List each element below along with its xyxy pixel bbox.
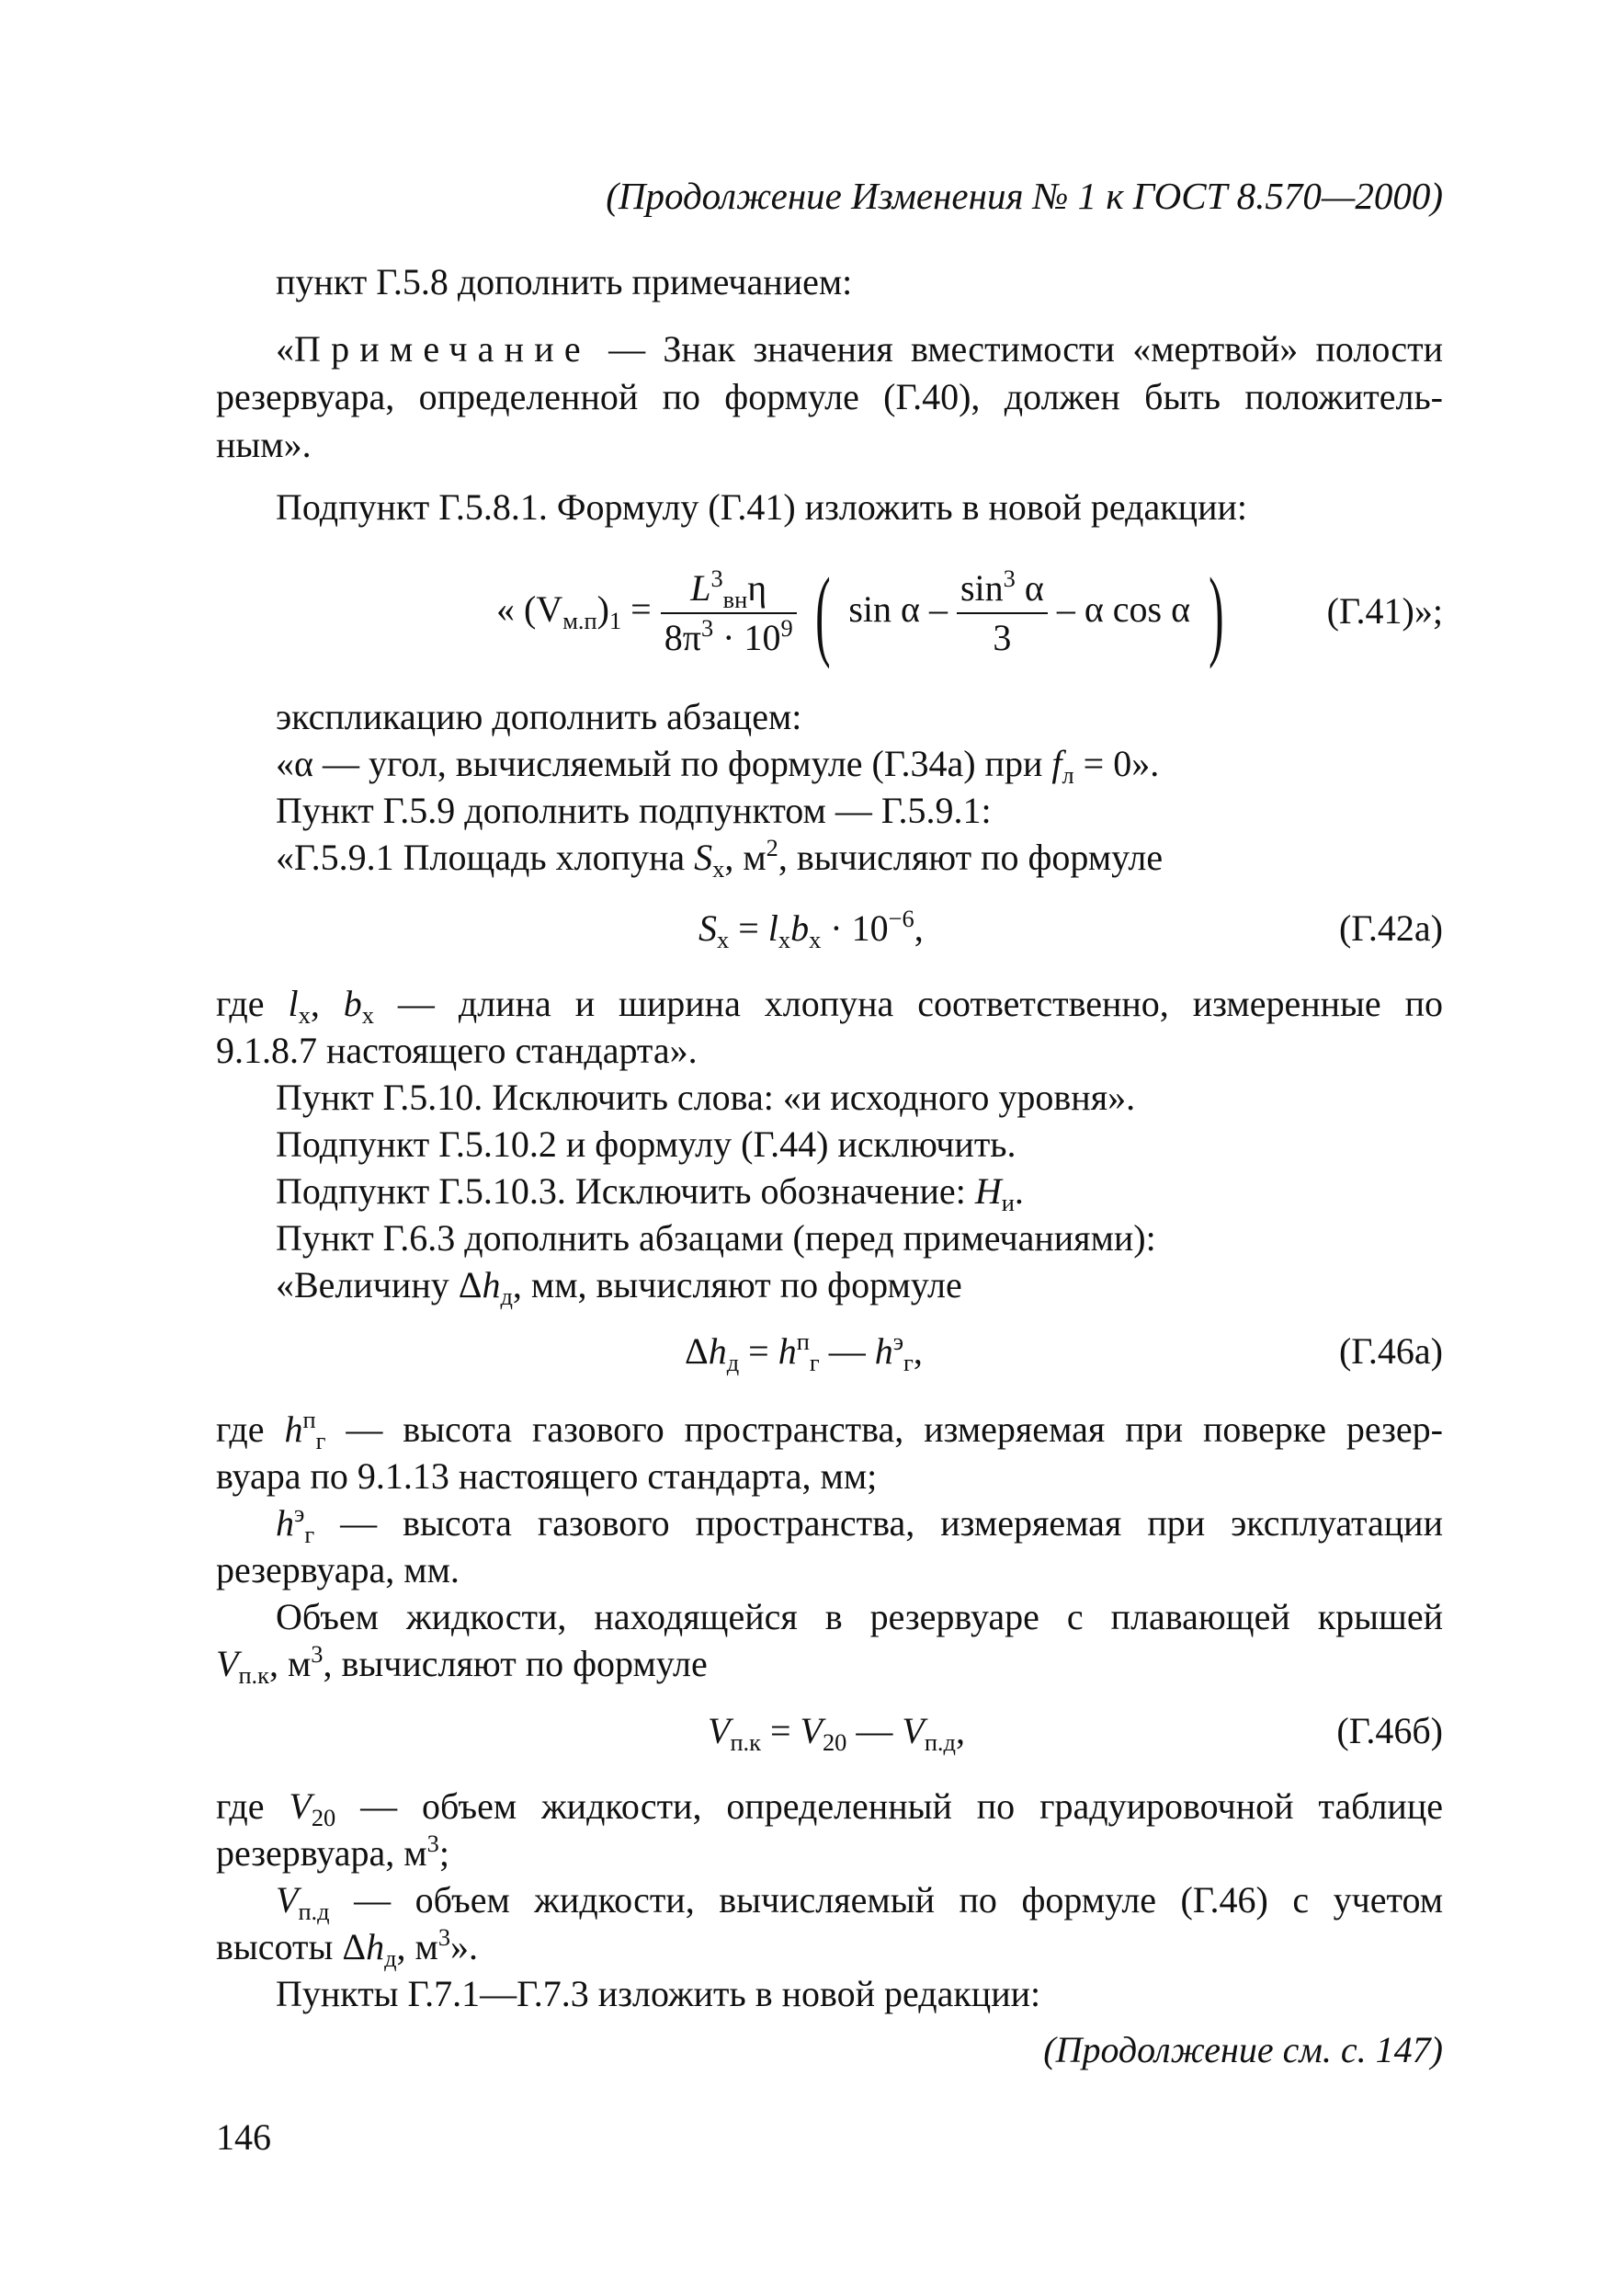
where3-line-4: высоты $\Delta h_д$, $м^3$». [216, 1923, 479, 1972]
formula-g46b-number: (Г.46б) [1336, 1710, 1443, 1751]
paragraph-g581: Подпункт Г.5.8.1. Формулу (Г.41) изложить в новой редакции: [276, 486, 1248, 528]
explication-line-4: «Г.5.9.1 Площадь хлопуна $S_х$, $м^2$, вычисляют по формуле [276, 834, 1164, 883]
where3-line-5: Пункты Г.7.1—Г.7.3 изложить в новой редакции: [276, 1973, 1041, 2014]
where1-line-6: Пункт Г.6.3 дополнить абзацами (перед примечаниями): [276, 1217, 1156, 1259]
formula-g42a-number: (Г.42а) [1338, 907, 1443, 949]
where1-line-5: Подпункт Г.5.10.3. Исключить обозначение: $H_и$. [276, 1170, 1024, 1216]
formula-g42a: $S_х = l_хb_х \cdot 10^{-6}$, [698, 905, 924, 953]
explication-line-3: Пункт Г.5.9 дополнить подпунктом — Г.5.9.1: [276, 790, 992, 831]
where2-line-3: $h^э_г$ — высота газового пространства, измеряемая при эксплуатации [276, 1499, 1443, 1548]
formula-g46a-number: (Г.46а) [1338, 1330, 1443, 1372]
explication-line-2: «α — угол, вычисляемый по формуле (Г.34а) при $f_л = 0$». [276, 743, 1160, 789]
where3-line-2: резервуара, $м^3$; [216, 1830, 449, 1874]
formula-g46b: $V_{п.к} = V_{20}$ — $V_{п.д}$, [708, 1710, 965, 1756]
formula-g41-inner-fraction: $\frac{\sin^3 \alpha}{3}$ [957, 564, 1048, 662]
where2-line-5: Объем жидкости, находящейся в резервуаре с плавающей крышей [276, 1596, 1443, 1637]
explication-line-1: экспликацию дополнить абзацем: [276, 696, 802, 737]
note-line-3: ным». [216, 424, 312, 465]
continuation-note: (Продолжение см. с. 147) [1043, 2029, 1443, 2070]
note-label: Примечание [294, 328, 591, 370]
formula-g41: « $(V_{м.п})_1$ = $\frac{L^3_{вн}\eta}{8\pi^3 \cdot 10^9}$ ( sin α – $\frac{\sin^3 \alpha}{3}$ – α cos α ) [496, 556, 1224, 669]
running-header: (Продолжение Изменения № 1 к ГОСТ 8.570—2000) [606, 175, 1443, 217]
where1-line-2: 9.1.8.7 настоящего стандарта». [216, 1030, 698, 1071]
where1-line-1: где $l_х$, $b_х$ — длина и ширина хлопуна соответственно, измеренные по [216, 983, 1443, 1029]
note-line-1: «Примечание — Знак значения вместимости «мертвой» полости [276, 328, 1443, 370]
where2-line-6: $V_{п.к}$, $м^3$, вычисляют по формуле [216, 1640, 708, 1689]
where1-line-7: «Величину $\Delta h_д$, мм, вычисляют по формуле [276, 1264, 962, 1310]
formula-g41-fraction: $\frac{L^3_{вн}\eta}{8\pi^3 \cdot 10^9}$ [661, 564, 797, 662]
where2-line-2: вуара по 9.1.13 настоящего стандарта, мм; [216, 1455, 878, 1497]
page-number: 146 [216, 2116, 271, 2158]
formula-g46a: $\Delta h_д = h^п_г$ — $h^э_г$, [685, 1328, 923, 1376]
where2-line-4: резервуара, мм. [216, 1549, 460, 1590]
paragraph-g58: пункт Г.5.8 дополнить примечанием: [276, 261, 853, 302]
where1-line-3: Пункт Г.5.10. Исключить слова: «и исходного уровня». [276, 1077, 1136, 1118]
where1-line-4: Подпункт Г.5.10.2 и формулу (Г.44) исключить. [276, 1123, 1016, 1165]
where2-line-1: где $h^п_г$ — высота газового пространства, измеряемая при поверке резер- [216, 1406, 1443, 1454]
where3-line-3: $V_{п.д}$ — объем жидкости, вычисляемый по формуле (Г.46) с учетом [276, 1879, 1443, 1925]
note-line-2: резервуара, определенной по формуле (Г.40), должен быть положитель- [216, 376, 1443, 417]
formula-g41-number: (Г.41)»; [1326, 590, 1443, 632]
where3-line-1: где $V_{20}$ — объем жидкости, определенный по градуировочной таблице [216, 1785, 1443, 1831]
